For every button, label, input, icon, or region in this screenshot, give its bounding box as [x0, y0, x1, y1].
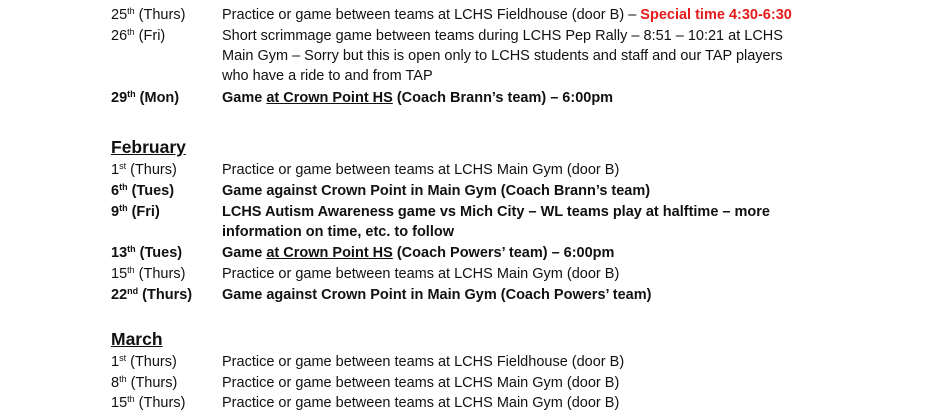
row-date: 25th (Thurs): [111, 6, 186, 23]
row-description: Practice or game between teams at LCHS Main Gym (door B): [222, 162, 620, 178]
special-time-note: Special time 4:30-6:30: [640, 7, 792, 23]
row-description: Practice or game between teams at LCHS Fieldhouse (door B): [222, 354, 625, 370]
month-heading-february: February: [111, 137, 186, 157]
row-description-line: information on time, etc. to follow: [222, 224, 454, 240]
away-location: at Crown Point HS: [266, 90, 393, 106]
month-heading-march: March: [111, 329, 163, 349]
row-date: 13th (Tues): [111, 244, 183, 261]
row-date: 9th (Fri): [111, 203, 160, 220]
row-date: 8th (Thurs): [111, 374, 178, 391]
row-description-line: Main Gym – Sorry but this is open only to LCHS students and staff and our TAP players: [222, 48, 783, 64]
row-description: Practice or game between teams at LCHS Main Gym (door B): [222, 266, 620, 282]
row-description-line: Short scrimmage game between teams during LCHS Pep Rally – 8:51 – 10:21 at LCHS: [222, 28, 783, 44]
row-description: Practice or game between teams at LCHS Main Gym (door B): [222, 395, 620, 411]
row-description: Game at Crown Point HS (Coach Brann’s team) – 6:00pm: [222, 90, 614, 106]
row-description: Game against Crown Point in Main Gym (Coach Brann’s team): [222, 183, 651, 199]
away-location: at Crown Point HS: [266, 245, 393, 261]
row-date: 1st (Thurs): [111, 161, 177, 178]
row-date: 22nd (Thurs): [111, 286, 193, 303]
row-description-line: LCHS Autism Awareness game vs Mich City – WL teams play at halftime – more: [222, 204, 770, 220]
row-date: 29th (Mon): [111, 89, 180, 106]
row-description-line: who have a ride to and from TAP: [222, 68, 433, 84]
row-description: Game at Crown Point HS (Coach Powers’ team) – 6:00pm: [222, 245, 615, 261]
row-date: 1st (Thurs): [111, 353, 177, 370]
row-date: 15th (Thurs): [111, 394, 186, 411]
row-description: Game against Crown Point in Main Gym (Coach Powers’ team): [222, 287, 652, 303]
row-date: 15th (Thurs): [111, 265, 186, 282]
row-description: Practice or game between teams at LCHS Main Gym (door B): [222, 375, 620, 391]
row-date: 6th (Tues): [111, 182, 175, 199]
row-description: Practice or game between teams at LCHS Fieldhouse (door B) – Special time 4:30-6:30: [222, 7, 792, 23]
row-date: 26th (Fri): [111, 27, 166, 44]
